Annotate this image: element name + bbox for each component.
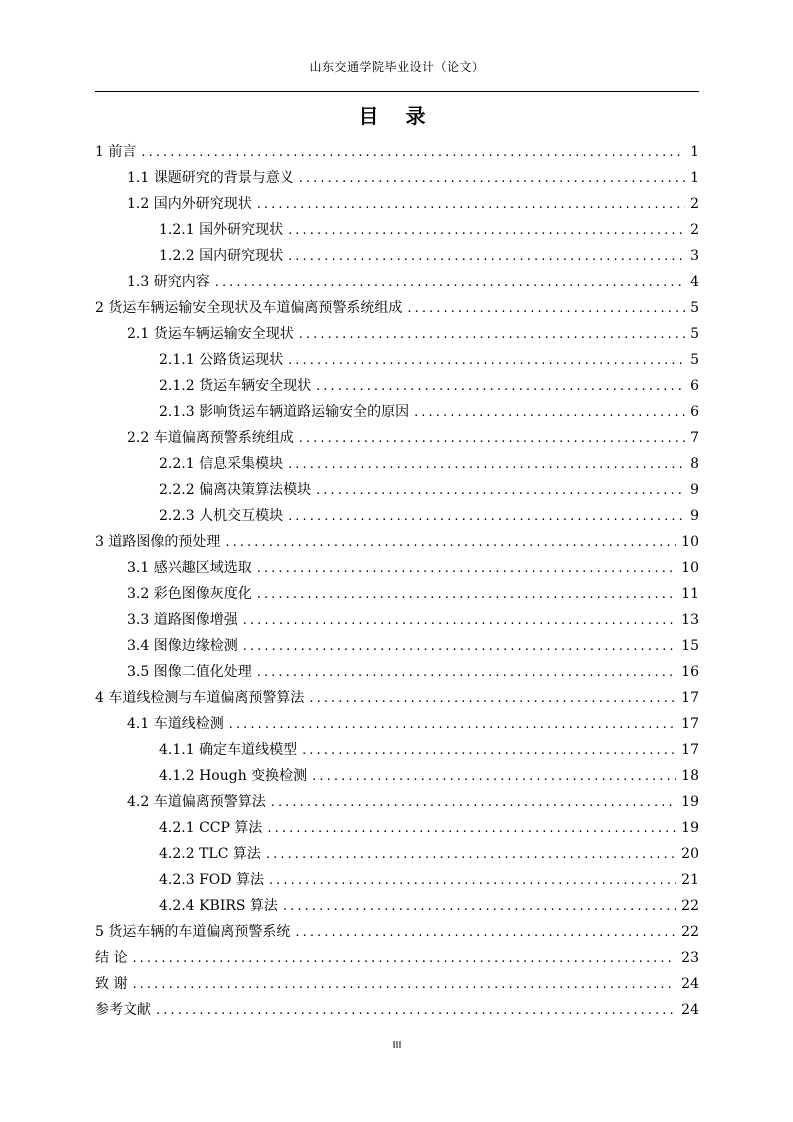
- toc-entry[interactable]: [95, 895, 699, 921]
- toc-entry-label: 3.3 道路图像增强: [127, 612, 238, 628]
- toc-entry-page: 17: [681, 742, 699, 758]
- dot-leader: [257, 558, 676, 580]
- toc-entry-label: 参考文献: [95, 1002, 151, 1018]
- toc-entry-page: 17: [681, 716, 699, 732]
- toc-entry[interactable]: [95, 401, 699, 427]
- toc-entry[interactable]: [95, 427, 699, 453]
- toc-entry[interactable]: [95, 531, 699, 557]
- toc-entry[interactable]: [95, 921, 699, 947]
- toc-entry-label: 5 货运车辆的车道偏离预警系统: [95, 924, 291, 940]
- toc-entry[interactable]: [95, 869, 699, 895]
- toc-title: 目 录: [358, 104, 436, 128]
- dot-leader: [299, 428, 685, 450]
- toc-entry-label: 2.1 货运车辆运输安全现状: [127, 326, 294, 342]
- dot-leader: [407, 298, 685, 320]
- toc-entry-label: 4.1.1 确定车道线模型: [159, 742, 298, 758]
- dot-leader: [288, 506, 685, 528]
- toc-entry-label: 1.1 课题研究的背景与意义: [127, 170, 294, 186]
- page-number: III: [392, 1040, 402, 1051]
- toc-entry-page: 5: [690, 326, 699, 342]
- toc-entry-label: 4.2.1 CCP 算法: [159, 820, 263, 836]
- toc-entry-label: 致 谢: [95, 976, 128, 992]
- toc-entry-page: 19: [681, 820, 699, 836]
- toc-entry-page: 20: [681, 846, 699, 862]
- toc-entry[interactable]: [95, 687, 699, 713]
- toc-entry-page: 3: [690, 248, 699, 264]
- dot-leader: [312, 766, 676, 788]
- dot-leader: [288, 246, 685, 268]
- toc-entry-label: 3.4 图像边缘检测: [127, 638, 238, 654]
- dot-leader: [316, 376, 685, 398]
- toc-entry-page: 13: [681, 612, 699, 628]
- toc-entry-label: 1.2.1 国外研究现状: [159, 222, 284, 238]
- toc-entry[interactable]: [95, 999, 699, 1025]
- toc-entry[interactable]: [95, 557, 699, 583]
- toc-entry[interactable]: [95, 245, 699, 271]
- toc-entry-page: 5: [690, 352, 699, 368]
- toc-entry-label: 1.2.2 国内研究现状: [159, 248, 284, 264]
- toc-entry-page: 10: [681, 534, 699, 550]
- toc-entry[interactable]: [95, 505, 699, 531]
- toc-entry-label: 2.2.2 偏离决策算法模块: [159, 482, 312, 498]
- toc-entry-label: 4.2 车道偏离预警算法: [127, 794, 266, 810]
- dot-leader: [243, 610, 676, 632]
- toc-entry-page: 22: [681, 924, 699, 940]
- toc-entry-label: 4.2.3 FOD 算法: [159, 872, 264, 888]
- dot-leader: [215, 272, 685, 294]
- toc-entry-label: 2.1.2 货运车辆安全现状: [159, 378, 312, 394]
- toc-entry-label: 2.1.1 公路货运现状: [159, 352, 284, 368]
- dot-leader: [299, 168, 685, 190]
- toc-entry-page: 2: [690, 196, 699, 212]
- dot-leader: [267, 818, 676, 840]
- dot-leader: [316, 480, 685, 502]
- toc-entry-label: 4.2.4 KBIRS 算法: [159, 898, 278, 914]
- toc-entry-label: 2 货运车辆运输安全现状及车道偏离预警系统组成: [95, 300, 403, 316]
- toc-entry[interactable]: [95, 609, 699, 635]
- toc-entry-page: 17: [681, 690, 699, 706]
- toc-entry[interactable]: [95, 791, 699, 817]
- toc-entry-page: 4: [690, 274, 699, 290]
- toc-entry-label: 3.1 感兴趣区域选取: [127, 560, 252, 576]
- toc-entry-page: 16: [681, 664, 699, 680]
- toc-entry-page: 8: [690, 456, 699, 472]
- dot-leader: [257, 194, 685, 216]
- toc-entry[interactable]: [95, 973, 699, 999]
- toc-entry-page: 5: [690, 300, 699, 316]
- toc-entry[interactable]: [95, 583, 699, 609]
- toc-entry[interactable]: [95, 375, 699, 401]
- toc-entry-page: 7: [690, 430, 699, 446]
- dot-leader: [302, 740, 676, 762]
- toc-entry[interactable]: [95, 167, 699, 193]
- toc-entry-page: 1: [690, 170, 699, 186]
- dot-leader: [225, 532, 676, 554]
- toc-entry-page: 9: [690, 482, 699, 498]
- toc-entry-label: 4.2.2 TLC 算法: [159, 846, 261, 862]
- toc-entry-label: 4.1 车道线检测: [127, 716, 224, 732]
- toc-entry-page: 6: [690, 404, 699, 420]
- toc-entry[interactable]: [95, 193, 699, 219]
- toc-entry-label: 1.2 国内外研究现状: [127, 196, 252, 212]
- toc-entry-page: 23: [681, 950, 699, 966]
- toc-entry-label: 3.2 彩色图像灰度化: [127, 586, 252, 602]
- toc-entry-page: 11: [681, 586, 699, 602]
- toc-entry-page: 6: [690, 378, 699, 394]
- toc-entry-page: 10: [681, 560, 699, 576]
- toc-entry-label: 4.1.2 Hough 变换检测: [159, 768, 308, 784]
- toc-entry-page: 18: [681, 768, 699, 784]
- dot-leader: [288, 350, 685, 372]
- dot-leader: [132, 974, 676, 996]
- toc-entry-label: 1.3 研究内容: [127, 274, 210, 290]
- toc-entry-label: 结 论: [95, 950, 128, 966]
- dot-leader: [295, 922, 676, 944]
- dot-leader: [414, 402, 685, 424]
- table-of-contents: [95, 141, 699, 1025]
- dot-leader: [257, 662, 676, 684]
- toc-entry-page: 24: [681, 976, 699, 992]
- toc-entry-label: 2.2.3 人机交互模块: [159, 508, 284, 524]
- toc-entry-page: 15: [681, 638, 699, 654]
- toc-entry[interactable]: [95, 323, 699, 349]
- running-header: 山东交通学院毕业设计（论文）: [309, 60, 485, 74]
- toc-entry[interactable]: [95, 219, 699, 245]
- toc-entry-label: 4 车道线检测与车道偏离预警算法: [95, 690, 305, 706]
- toc-entry[interactable]: [95, 479, 699, 505]
- toc-entry-label: 2.1.3 影响货运车辆道路运输安全的原因: [159, 404, 410, 420]
- toc-entry[interactable]: [95, 635, 699, 661]
- dot-leader: [243, 636, 676, 658]
- dot-leader: [309, 688, 676, 710]
- toc-entry-page: 21: [681, 872, 699, 888]
- toc-entry[interactable]: [95, 739, 699, 765]
- toc-entry[interactable]: [95, 843, 699, 869]
- toc-entry[interactable]: [95, 817, 699, 843]
- toc-entry-page: 19: [681, 794, 699, 810]
- toc-entry[interactable]: [95, 713, 699, 739]
- dot-leader: [271, 792, 676, 814]
- toc-entry-page: 24: [681, 1002, 699, 1018]
- toc-entry-label: 2.2.1 信息采集模块: [159, 456, 284, 472]
- toc-entry[interactable]: [95, 271, 699, 297]
- toc-entry-page: 1: [690, 144, 699, 160]
- toc-entry-label: 2.2 车道偏离预警系统组成: [127, 430, 294, 446]
- toc-entry[interactable]: [95, 765, 699, 791]
- dot-leader: [288, 220, 685, 242]
- toc-entry[interactable]: [95, 141, 699, 167]
- toc-entry[interactable]: [95, 661, 699, 687]
- toc-entry-page: 2: [690, 222, 699, 238]
- dot-leader: [288, 454, 685, 476]
- dot-leader: [229, 714, 676, 736]
- toc-entry[interactable]: [95, 297, 699, 323]
- dot-leader: [299, 324, 685, 346]
- toc-entry-page: 22: [681, 898, 699, 914]
- toc-entry-page: 9: [690, 508, 699, 524]
- toc-entry-label: 1 前言: [95, 144, 137, 160]
- dot-leader: [132, 948, 676, 970]
- dot-leader: [283, 896, 676, 918]
- dot-leader: [141, 142, 685, 164]
- dot-leader: [257, 584, 676, 606]
- dot-leader: [269, 870, 676, 892]
- dot-leader: [156, 1000, 676, 1022]
- toc-entry[interactable]: [95, 349, 699, 375]
- dot-leader: [266, 844, 676, 866]
- toc-entry[interactable]: [95, 453, 699, 479]
- toc-entry[interactable]: [95, 947, 699, 973]
- header-rule: [95, 91, 699, 92]
- toc-entry-label: 3.5 图像二值化处理: [127, 664, 252, 680]
- toc-entry-label: 3 道路图像的预处理: [95, 534, 221, 550]
